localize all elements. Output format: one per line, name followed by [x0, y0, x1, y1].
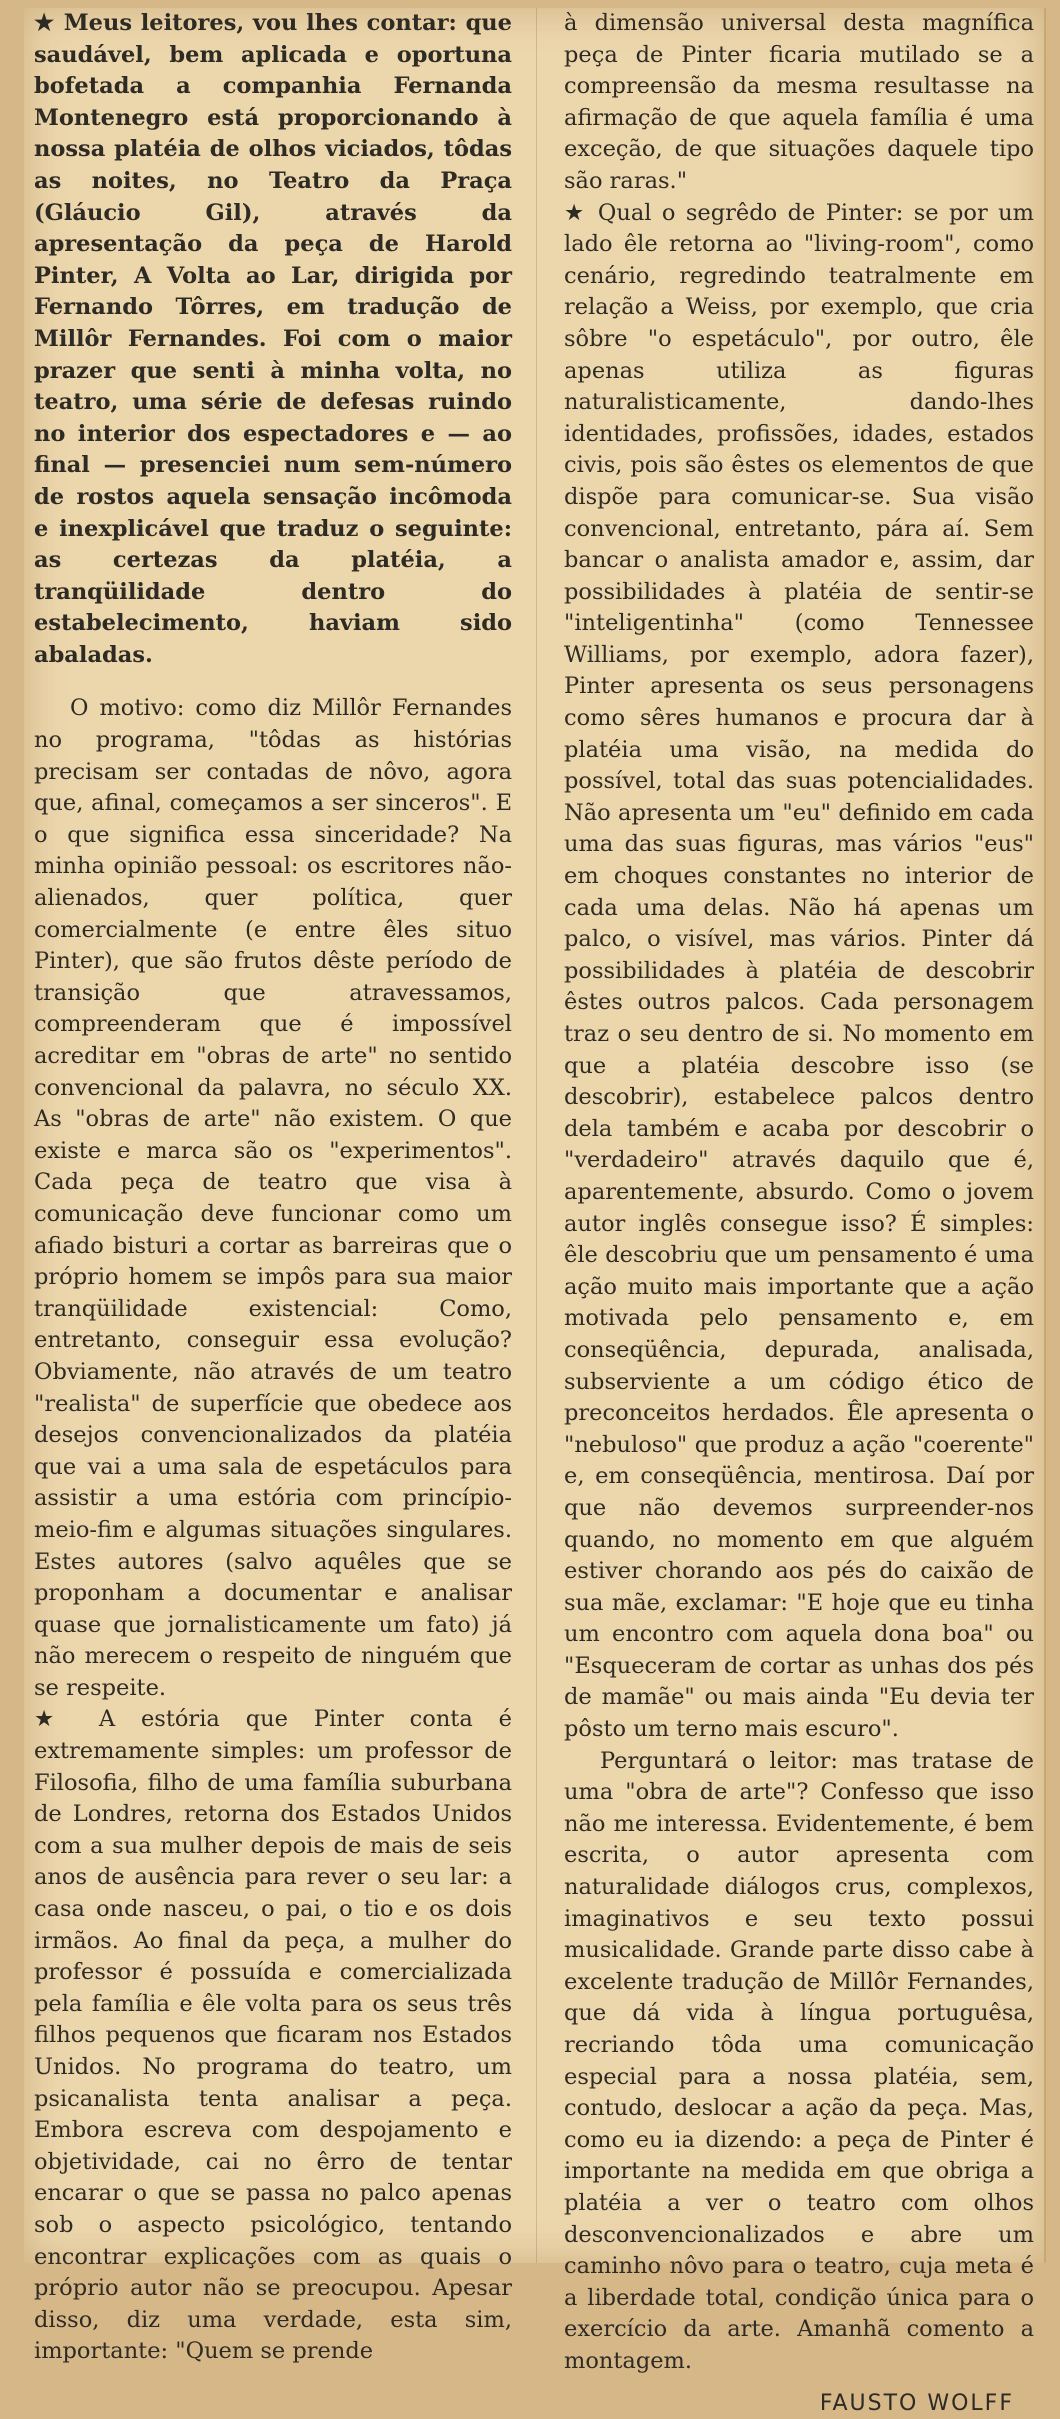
column-divider: [536, 8, 537, 2263]
newspaper-clipping: [24, 8, 1046, 2416]
body-paragraph: à dimensão universal desta magnífica peça de Pinter ficaria mutilado se a compreensão da mesma resultasse na afirmação de que aquela família é uma exceção, de que situações daquele tipo são raras.": [564, 10, 1034, 194]
body-paragraph: O motivo: como diz Millôr Fernandes no programa, "tôdas as histórias precisam ser contadas de nôvo, agora que, afinal, começamos a ser sinceros". E o que significa essa sinceridade? Na minha opinião pessoal: os escritores não-alienados, quer política, quer comercialmente (e entre êles situo Pinter), que são frutos dêste período de transição que atravessamos, compreenderam que é impossível acreditar em "obras de arte" no sentido convencional da palavra, no século XX. As "obras de arte" não existem. O que existe e marca são os "experimentos". Cada peça de teatro que visa à comunicação deve funcionar como um afiado bisturi a cortar as barreiras que o próprio homem se impôs para sua maior tranqüilidade existencial: Como, entretanto, conseguir essa evolução? Obviamente, não através de um teatro "realista" de superfície que obedece aos desejos convencionalizados da platéia que vai a uma sala de espetáculos para assistir a uma estória com princípio-meio-fim e algumas situações singulares. Estes autores (salvo aquêles que se proponham a documentar e analisar quase que jornalisticamente um fato) já não merecem o respeito de ninguém que se respeite.: [34, 695, 512, 1701]
body-paragraph: ★ A estória que Pinter conta é extremamente simples: um professor de Filosofia, filho de uma família suburbana de Londres, retorna dos Estados Unidos com a sua mulher depois de mais de seis anos de ausência para rever o seu lar: a casa onde nasceu, o pai, o tio e os dois irmãos. Ao final da peça, a mulher do professor é possuída e comercializada pela família e êle volta para os seus três filhos pequenos que ficaram nos Estados Unidos. No programa do teatro, um psicanalista tenta analisar a peça. Embora escreva com despojamento e objetividade, cai no êrro de tentar encarar o que se passa no palco apenas sob o aspecto psicológico, tentando encontrar explicações com as quais o próprio autor não se preocupou. Apesar disso, diz uma verdade, esta sim, importante: "Quem se prende: [34, 1706, 512, 2365]
right-column: [564, 8, 1034, 2419]
left-column: [34, 8, 512, 2368]
body-paragraph: ★ Qual o segrêdo de Pinter: se por um lado êle retorna ao "living-room", como cenário, regredindo teatralmente em relação a Weiss, por exemplo, que cria sôbre "o espetáculo", por outro, êle apenas utiliza as figuras naturalisticamente, dando-lhes identidades, profissões, idades, estados civis, pois são êstes os elementos de que dispõe para comunicar-se. Sua visão convencional, entretanto, pára aí. Sem bancar o analista amador e, assim, dar possibilidades à platéia de sentir-se "inteligentinha" (como Tennessee Williams, por exemplo, adora fazer), Pinter apresenta os seus personagens como sêres humanos e procura dar à platéia uma visão, na medida do possível, total das suas potencialidades. Não apresenta um "eu" definido em cada uma das suas figuras, mas vários "eus" em choques constantes no interior de cada uma delas. Não há apenas um palco, o visível, mas vários. Pinter dá possibilidades à platéia de descobrir êstes outros palcos. Cada personagem traz o seu dentro de si. No momento em que a platéia descobre isso (se descobrir), estabelece palcos dentro dela também e acaba por descobrir o "verdadeiro" através daquilo que é, aparentemente, absurdo. Como o jovem autor inglês consegue isso? É simples: êle descobriu que um pensamento é uma ação muito mais importante que a ação motivada pelo pensamento e, em conseqüência, depurada, analisada, subserviente a um código ético de preconceitos herdados. Êle apresenta o "nebuloso" que produz a ação "coerente" e, em conseqüência, mentirosa. Daí por que não devemos surpreender-nos quando, no momento em que alguém estiver chorando aos pés do caixão de sua mãe, exclamar: "E hoje que eu tinha um encontro com aquela dona boa" ou "Esqueceram de cortar as unhas dos pés de mamãe" ou mais ainda "Eu devia ter pôsto um terno mais escuro".: [564, 199, 1034, 1743]
author-signature: FAUSTO WOLFF: [819, 2390, 1014, 2416]
intro-paragraph: ★ Meus leitores, vou lhes contar: que saudável, bem aplicada e oportuna bofetada a companhia Fernanda Montenegro está proporcionando à nossa platéia de olhos viciados, tôdas as noites, no Teatro da Praça (Gláucio Gil), através da apresentação da peça de Harold Pinter, A Volta ao Lar, dirigida por Fernando Tôrres, em tradução de Millôr Fernandes. Foi com o maior prazer que senti à minha volta, no teatro, uma série de defesas ruindo no interior dos espectadores e — ao final — presenciei num sem-número de rostos aquela sensação incômoda e inexplicável que traduz o seguinte: as certezas da platéia, a tranqüilidade dentro do estabelecimento, haviam sido abaladas.: [34, 10, 512, 668]
body-paragraph: Perguntará o leitor: mas tratase de uma "obra de arte"? Confesso que isso não me interessa. Evidentemente, é bem escrita, o autor apresenta com naturalidade diálogos crus, complexos, imaginativos e seu texto possui musicalidade. Grande parte disso cabe à excelente tradução de Millôr Fernandes, que dá vida à língua portuguêsa, recriando tôda uma comunicação especial para a nossa platéia, sem, contudo, deslocar a ação da peça. Mas, como eu ia dizendo: a peça de Pinter é importante na medida em que obriga a platéia a ver o teatro com olhos desconvencionalizados e abre um caminho nôvo para o teatro, cuja meta é a liberdade total, condição única para o exercício da arte. Amanhã comento a montagem.: [564, 1747, 1034, 2374]
